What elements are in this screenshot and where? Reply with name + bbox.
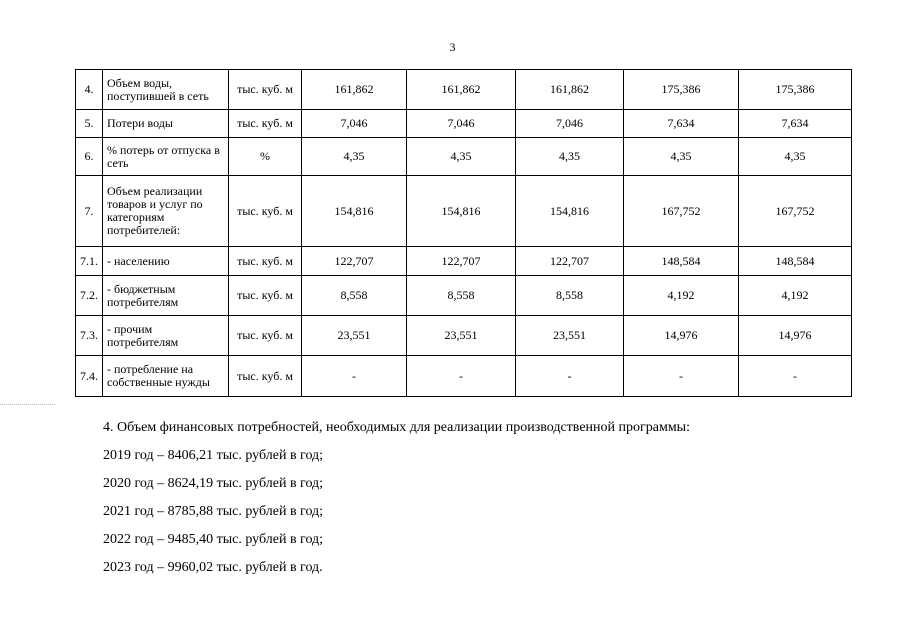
row-name: Объем реализации товаров и услуг по категориям потребителей: [103, 176, 229, 247]
cell-value: 4,192 [739, 276, 852, 316]
cell-value: 161,862 [302, 70, 407, 110]
page-number: 3 [449, 40, 456, 54]
cell-value: 14,976 [739, 316, 852, 356]
table-row [76, 247, 852, 276]
table-row [76, 316, 852, 356]
row-number: 7.2. [76, 276, 103, 316]
year-line: 2023 год – 9960,02 тыс. рублей в год. [103, 560, 323, 575]
cell-value: 154,816 [516, 176, 624, 247]
cell-value: - [407, 356, 516, 397]
row-unit: тыс. куб. м [229, 356, 302, 397]
cell-value: 122,707 [516, 247, 624, 276]
cell-value: - [739, 356, 852, 397]
cell-value: 167,752 [739, 176, 852, 247]
year-line: 2019 год – 8406,21 тыс. рублей в год; [103, 448, 324, 463]
cell-value: 148,584 [739, 247, 852, 276]
cell-value: 7,046 [407, 110, 516, 138]
row-name: - прочим потребителям [103, 316, 229, 356]
cell-value: 122,707 [407, 247, 516, 276]
cell-value: 175,386 [739, 70, 852, 110]
row-name: % потерь от отпуска в сеть [103, 138, 229, 176]
cell-value: 14,976 [624, 316, 739, 356]
row-number: 7. [76, 176, 103, 247]
cell-value: 154,816 [407, 176, 516, 247]
cell-value: 7,634 [624, 110, 739, 138]
table-row [76, 356, 852, 397]
cell-value: 161,862 [516, 70, 624, 110]
cell-value: 4,35 [407, 138, 516, 176]
cell-value: 4,35 [516, 138, 624, 176]
row-number: 7.4. [76, 356, 103, 397]
section-heading: 4. Объем финансовых потребностей, необходимых для реализации производственной программы: [103, 420, 690, 435]
row-name: - населению [103, 247, 229, 276]
table-row [76, 138, 852, 176]
table-row [76, 110, 852, 138]
row-unit: тыс. куб. м [229, 176, 302, 247]
cell-value: 8,558 [407, 276, 516, 316]
financial-needs-section [103, 418, 690, 586]
row-name: Потери воды [103, 110, 229, 138]
cell-value: - [624, 356, 739, 397]
row-number: 7.3. [76, 316, 103, 356]
cell-value: 23,551 [302, 316, 407, 356]
cell-value: 122,707 [302, 247, 407, 276]
cell-value: 4,35 [624, 138, 739, 176]
row-name: Объем воды, поступившей в сеть [103, 70, 229, 110]
cell-value: 23,551 [516, 316, 624, 356]
cell-value: 8,558 [302, 276, 407, 316]
row-unit: тыс. куб. м [229, 316, 302, 356]
row-unit: тыс. куб. м [229, 247, 302, 276]
row-number: 4. [76, 70, 103, 110]
row-unit: тыс. куб. м [229, 110, 302, 138]
row-unit: тыс. куб. м [229, 276, 302, 316]
year-line: 2022 год – 9485,40 тыс. рублей в год; [103, 532, 324, 547]
cell-value: 167,752 [624, 176, 739, 247]
cell-value: 154,816 [302, 176, 407, 247]
cell-value: 4,35 [302, 138, 407, 176]
cell-value: 7,634 [739, 110, 852, 138]
water-balance-table [75, 69, 852, 397]
row-name: - бюджетным потребителям [103, 276, 229, 316]
row-number: 5. [76, 110, 103, 138]
cell-value: 7,046 [302, 110, 407, 138]
cell-value: - [516, 356, 624, 397]
cell-value: 4,35 [739, 138, 852, 176]
cell-value: - [302, 356, 407, 397]
row-name: - потребление на собственные нужды [103, 356, 229, 397]
cell-value: 4,192 [624, 276, 739, 316]
row-number: 6. [76, 138, 103, 176]
table-row [76, 176, 852, 247]
year-line: 2020 год – 8624,19 тыс. рублей в год; [103, 476, 324, 491]
row-unit: тыс. куб. м [229, 70, 302, 110]
margin-mark [0, 404, 55, 405]
cell-value: 175,386 [624, 70, 739, 110]
cell-value: 161,862 [407, 70, 516, 110]
cell-value: 148,584 [624, 247, 739, 276]
cell-value: 7,046 [516, 110, 624, 138]
cell-value: 23,551 [407, 316, 516, 356]
row-unit: % [229, 138, 302, 176]
cell-value: 8,558 [516, 276, 624, 316]
table-row [76, 70, 852, 110]
row-number: 7.1. [76, 247, 103, 276]
year-line: 2021 год – 8785,88 тыс. рублей в год; [103, 504, 324, 519]
table-row [76, 276, 852, 316]
